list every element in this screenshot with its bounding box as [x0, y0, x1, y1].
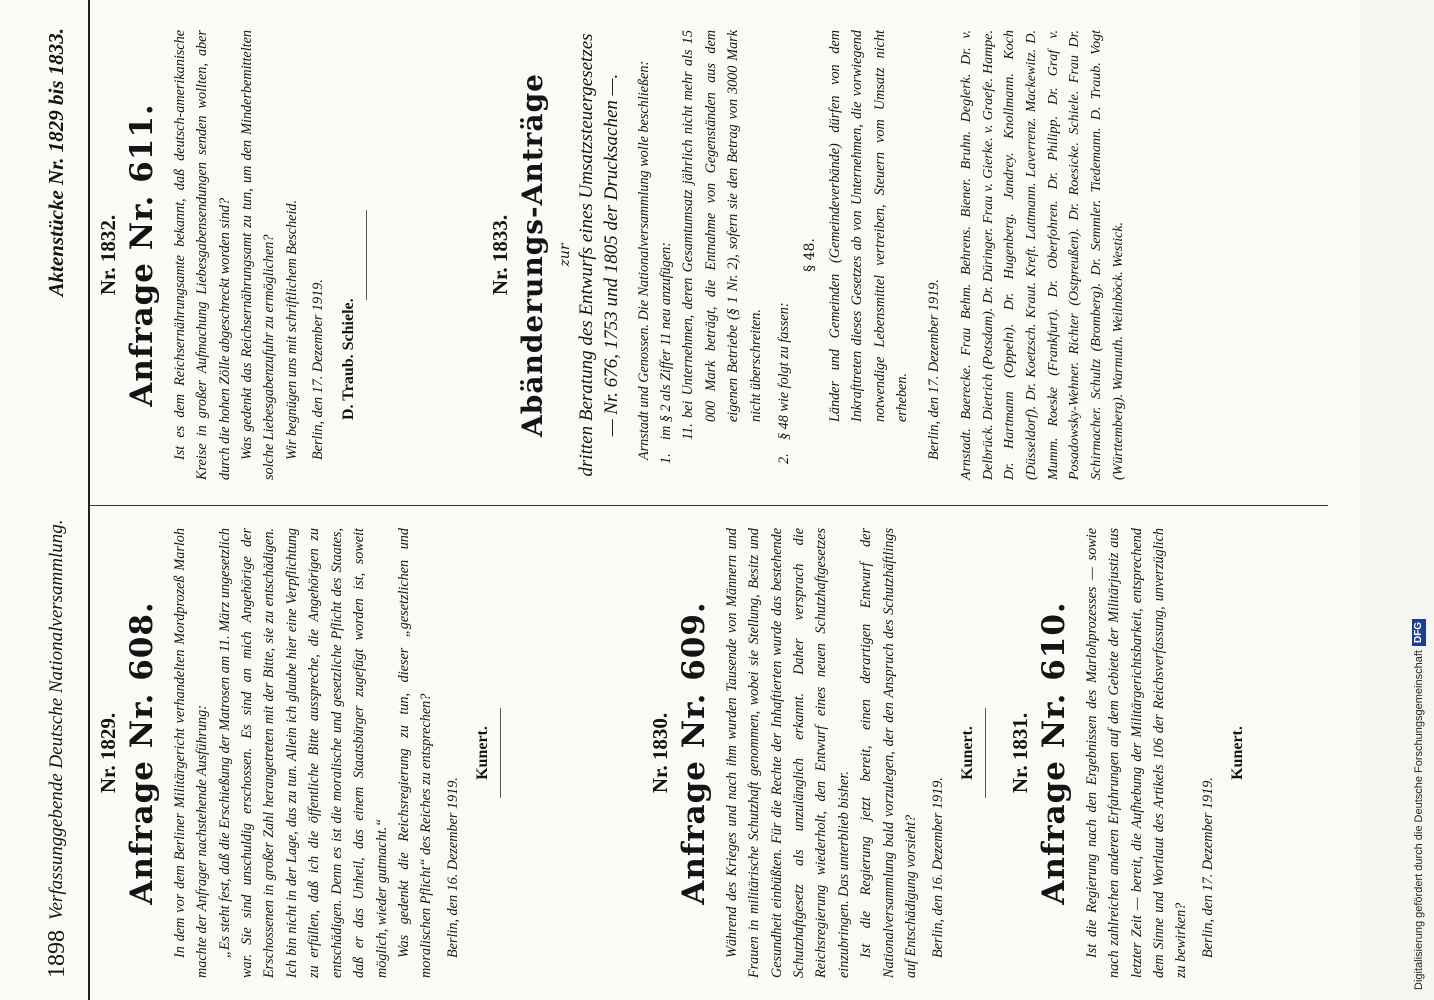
separator-rule — [985, 708, 986, 798]
section-1831 — [1008, 528, 1253, 978]
quote-paragraph: „Es steht fest, daß die Erschießung der Matrosen am 11. März ungesetzlich war. Sie sind unschuldig erschossen. Es sind an mich Angehörige der Erschossenen in großer Zahl herangetreten mit der Bitte, sie zu entschädigen. Ich bin nicht in der Lage, das zu tun. Allein ich glaube hier eine Verpflichtung zu erfüllen, daß ich die öffentliche Bitte ausspreche, die Angehörigen zu entschädigen. Denn es ist die moralische und gesetzliche Pflicht des Staates, daß er das Unheil, das einem Staatsbürger zugefügt worden ist, soweit möglich, wieder gutmacht.“ — [216, 528, 390, 978]
section-1829 — [96, 528, 515, 978]
paragraph: Ist die Regierung jetzt bereit, einen derartigen Entwurf der Nationalversammlung bald vorzulegen, der den Anspruch des Schutzhäftlings auf Entschädigung vorsieht? — [858, 528, 920, 978]
section-number: Nr. 1830. — [648, 712, 672, 794]
credit-text: Digitalisierung gefördert durch die Deutsche Forschungsgemeinschaft — [1413, 650, 1425, 990]
signature: D. Traub. Schiele. — [339, 298, 357, 420]
section-number: Nr. 1832. — [96, 214, 120, 296]
section-number: Nr. 1831. — [1008, 712, 1032, 794]
item-text: im § 2 als Ziffer 11 neu anzufügen: — [658, 242, 674, 440]
paragraph: Was gedenkt die Reichsregierung zu tun, dieser „gesetzlichen und moralischen Pflicht“ des Reiches zu entsprechen? — [396, 528, 435, 978]
date-line: Berlin, den 16. Dezember 1919. — [444, 777, 461, 958]
section-1830 — [648, 528, 1000, 978]
date-line: Berlin, den 17. Dezember 1919. — [310, 279, 327, 460]
section-number: Nr. 1833. — [488, 214, 512, 296]
header-title-left: Verfassunggebende Deutsche Nationalversammlung. — [46, 519, 67, 920]
section-heading: Anfrage Nr. 610. — [1036, 601, 1072, 905]
motion-intro: Arnstadt und Genossen. Die Nationalversammlung wolle beschließen: — [635, 60, 652, 460]
signature: Kunert. — [474, 726, 492, 780]
digitization-credit — [1406, 10, 1432, 990]
section-number: Nr. 1829. — [96, 712, 120, 794]
section-1832 — [96, 30, 381, 480]
paragraph: Ist es dem Reichsernährungsamte bekannt, daß deutsch-amerikanische Kreise in großer Aufmachung Liebesgabensendungen senden wollten, aber durch die hohen Zölle abgeschreckt worden sind? — [171, 30, 233, 480]
section-heading: Anfrage Nr. 608. — [124, 601, 160, 905]
header-title-right: Aktenstücke Nr. 1829 bis 1833. — [44, 28, 68, 297]
item-text: § 48 wie folgt zu fassen: — [776, 302, 793, 440]
dfg-logo: DFG — [1412, 619, 1426, 646]
section-subtitle: dritten Beratung des Entwurfs eines Umsatzsteuergesetzes — Nr. 676, 1753 und 1805 der Drucksachen —. — [576, 33, 622, 477]
separator-rule — [500, 708, 501, 798]
section-heading: Abänderungs-Anträge — [516, 73, 549, 437]
paragraph: Während des Krieges und nach ihm wurden Tausende von Männern und Frauen in militärische Schutzhaft genommen, wobei sie Stellung, Besitz und Gesundheit einbüßten. Für die Rechte der Inhaftierten wurde das bestehende Schutzhaftgesetz als unzulänglich erkannt. Daher versprach die Reichsregierung wiederholt, den Entwurf eines neuen Schutzhaftgesetzes einzubringen. Das unterblieb bisher. — [723, 528, 852, 978]
signatories-list: Arnstadt. Baerecke. Frau Behm. Behrens. Biener. Bruhn. Deglerk. Dr. v. Delbrück. Dietrich (Potsdam). Dr. Düringer. Frau v. Gierke. v. Graefe. Hampe. Dr. Hartmann (Oppeln). Dr. Hugenberg. Jandrey. Knollmann. Koch (Düsseldorf). Dr. Koetzsch. Kraut. Kreft. Lattmann. Laverrenz. Mackewitz. D. Mumm. Roeske (Frankfurt). Dr. Oberfohren. Dr. Philipp. Dr. Graf v. Posadowsky-Wehner. Richter (Ostpreußen). Dr. Roesicke. Schiele. Frau Dr. Schirmacher. Schultz (Bromberg). Dr. Semmler. Tiedemann. D. Traub. Vogt (Württemberg). Warmuth. Weilnböck. Westick. — [958, 30, 1126, 480]
section-1833 — [488, 30, 1129, 480]
page-number: 1898 — [44, 930, 70, 978]
motion-quote: Länder und Gemeinden (Gemeindeverbände) dürfen von dem Inkrafttreten dieses Gesetzes ab von Unternehmen, die vorwiegend notwendige Lebensmittel vertreiben, Steuern vom Umsatz nicht erheben. — [826, 30, 910, 422]
motion-item-1 — [655, 30, 677, 480]
paragraph: In dem vor dem Berliner Militärgericht verhandelten Mordprozeß Marloh machte der Anfrager nachstehende Ausführung: — [171, 528, 211, 978]
paragraph: Ist die Regierung nach den Ergebnissen des Marlohprozesses — sowie nach zahlreichen anderen Erfahrungen auf dem Gebiete der Militärjustiz aus letzter Zeit — bereit, die Aufhebung der Militärgerichtsbarkeit, entsprechend dem Sinne und Wortlaut des Artikels 106 der Reichsverfassung, unverzüglich zu bewirken? — [1083, 528, 1190, 978]
signature: Kunert. — [959, 726, 977, 780]
separator-rule — [366, 210, 367, 300]
signature: Kunert. — [1229, 726, 1247, 780]
column-divider — [88, 505, 1328, 506]
date-line: Berlin, den 16. Dezember 1919. — [929, 777, 946, 958]
section-heading: Anfrage Nr. 611. — [124, 103, 160, 407]
item-number: 2. — [776, 453, 793, 464]
item-number: 1. — [658, 453, 674, 464]
date-line: Berlin, den 17. Dezember 1919. — [1199, 777, 1216, 958]
left-column — [88, 528, 1328, 978]
paragraph-sign: § 48. — [801, 238, 818, 272]
motion-subitem: 11. bei Unternehmen, deren Gesamtumsatz jährlich nicht mehr als 15 000 Mark beträgt, die Entnahme von Gegenständen aus dem eigenen Betriebe (§ 1 Nr. 2), sofern sie den Betrag von 3000 Mark nicht überschreiten. — [680, 30, 764, 440]
page-header — [30, 0, 90, 1000]
motion-item-2 — [773, 30, 795, 480]
right-column — [88, 30, 1328, 480]
date-line: Berlin, den 17. Dezember 1919. — [926, 279, 943, 460]
heading-connector: zur — [557, 243, 574, 267]
section-heading: Anfrage Nr. 609. — [676, 601, 712, 905]
paragraph: Wir begnügen uns mit schriftlichem Bescheid. — [283, 199, 300, 460]
paragraph: Was gedenkt das Reichsernährungsamt zu tun, um den Minderbemittelten solche Liebesgabenzufuhr zu ermöglichen? — [238, 30, 278, 480]
